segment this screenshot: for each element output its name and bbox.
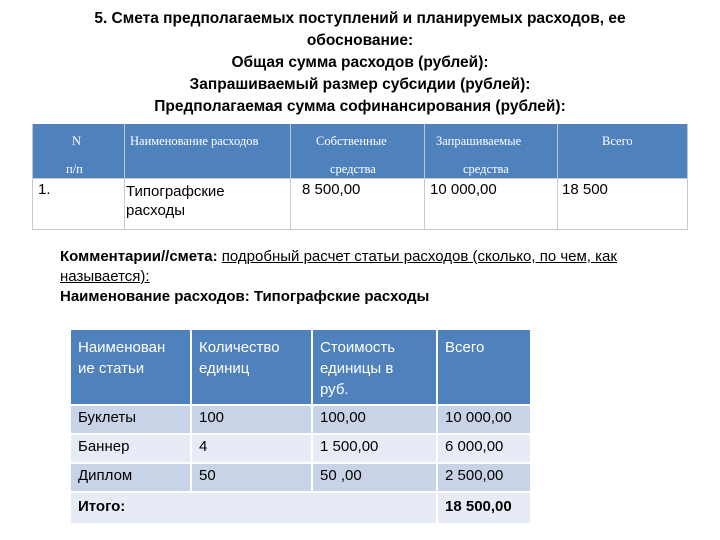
comment-label: Комментарии//смета:: [60, 248, 218, 265]
cell-total: 6 000,00: [445, 438, 504, 455]
header-unit-price: [320, 337, 395, 400]
row-requested: 10 000,00: [430, 181, 497, 198]
header-number: N: [72, 134, 82, 148]
heading-line-3: Общая сумма расходов (рублей):: [231, 54, 489, 71]
comment-line-2: [60, 267, 690, 287]
cell-quantity: 4: [199, 438, 208, 455]
divider: [71, 462, 530, 464]
header-number-sub: п/п: [66, 162, 83, 176]
heading-line-2: обоснование:: [306, 32, 414, 49]
cell-unit-price: 50 ,00: [320, 467, 362, 484]
divider: [290, 124, 291, 230]
cell-item-name: Баннер: [78, 438, 130, 455]
cell-total: 2 500,00: [445, 467, 504, 484]
divider: [32, 124, 33, 230]
divider: [71, 491, 530, 493]
row-expense-name: [126, 182, 225, 220]
divider: [71, 433, 530, 435]
header-requested-sub: средства: [463, 162, 509, 176]
divider: [32, 229, 688, 230]
row-expense-name-line2: расходы: [126, 202, 186, 219]
total-label: Итого:: [78, 498, 126, 515]
page-heading: [60, 8, 660, 118]
cell-quantity: 50: [199, 467, 216, 484]
comment-text: подробный расчет статьи расходов (сколько, по чем, как: [221, 248, 617, 265]
row-number: 1.: [38, 181, 51, 198]
header-own-funds: Собственные: [316, 134, 387, 148]
cell-total: 10 000,00: [445, 409, 512, 426]
divider: [687, 124, 688, 230]
divider: [124, 124, 125, 230]
comment-line-1: [60, 247, 690, 267]
cell-quantity: 100: [199, 409, 225, 426]
header-total: Всего: [602, 134, 633, 148]
divider: [557, 124, 558, 230]
header-quantity-line2: единиц: [199, 360, 250, 377]
heading-line-1: 5. Смета предполагаемых поступлений и планируемых расходов, ее: [94, 10, 626, 27]
cell-item-name: Диплом: [78, 467, 133, 484]
header-unit-price-line2: единицы в: [320, 360, 394, 377]
divider: [311, 330, 313, 491]
header-own-funds-sub: средства: [330, 162, 376, 176]
heading-line-4: Запрашиваемый размер субсидии (рублей):: [189, 76, 531, 93]
comment-text-cont: называется):: [60, 268, 150, 285]
header-unit-price-line1: Стоимость: [320, 339, 396, 356]
budget-summary-table: [32, 124, 688, 230]
header-quantity: [199, 337, 280, 379]
cell-item-name: Буклеты: [78, 409, 136, 426]
divider: [190, 330, 192, 491]
header-item-name-line1: Наименован: [78, 339, 166, 356]
cell-unit-price: 1 500,00: [320, 438, 379, 455]
comment-block: [60, 247, 690, 307]
header-item-name-line2: ие статьи: [78, 360, 145, 377]
divider: [32, 178, 688, 179]
header-requested: Запрашиваемые: [436, 134, 522, 148]
header-total: Всего: [445, 339, 485, 356]
row-expense-name-line1: Типографские: [126, 183, 225, 200]
expense-detail-table: [71, 330, 530, 523]
row-total: 18 500: [562, 181, 608, 198]
row-own-funds: 8 500,00: [302, 181, 361, 198]
header-item-name: [78, 337, 165, 379]
expense-name-line: Наименование расходов: Типографские расходы: [60, 288, 430, 305]
divider: [436, 330, 438, 523]
header-unit-price-line3: руб.: [320, 381, 349, 398]
header-expense-name: Наименование расходов: [130, 134, 259, 148]
header-quantity-line1: Количество: [199, 339, 280, 356]
heading-line-5: Предполагаемая сумма софинансирования (рублей):: [154, 98, 566, 115]
cell-unit-price: 100,00: [320, 409, 366, 426]
divider: [424, 124, 425, 230]
total-value: 18 500,00: [445, 498, 512, 515]
divider: [71, 404, 530, 406]
